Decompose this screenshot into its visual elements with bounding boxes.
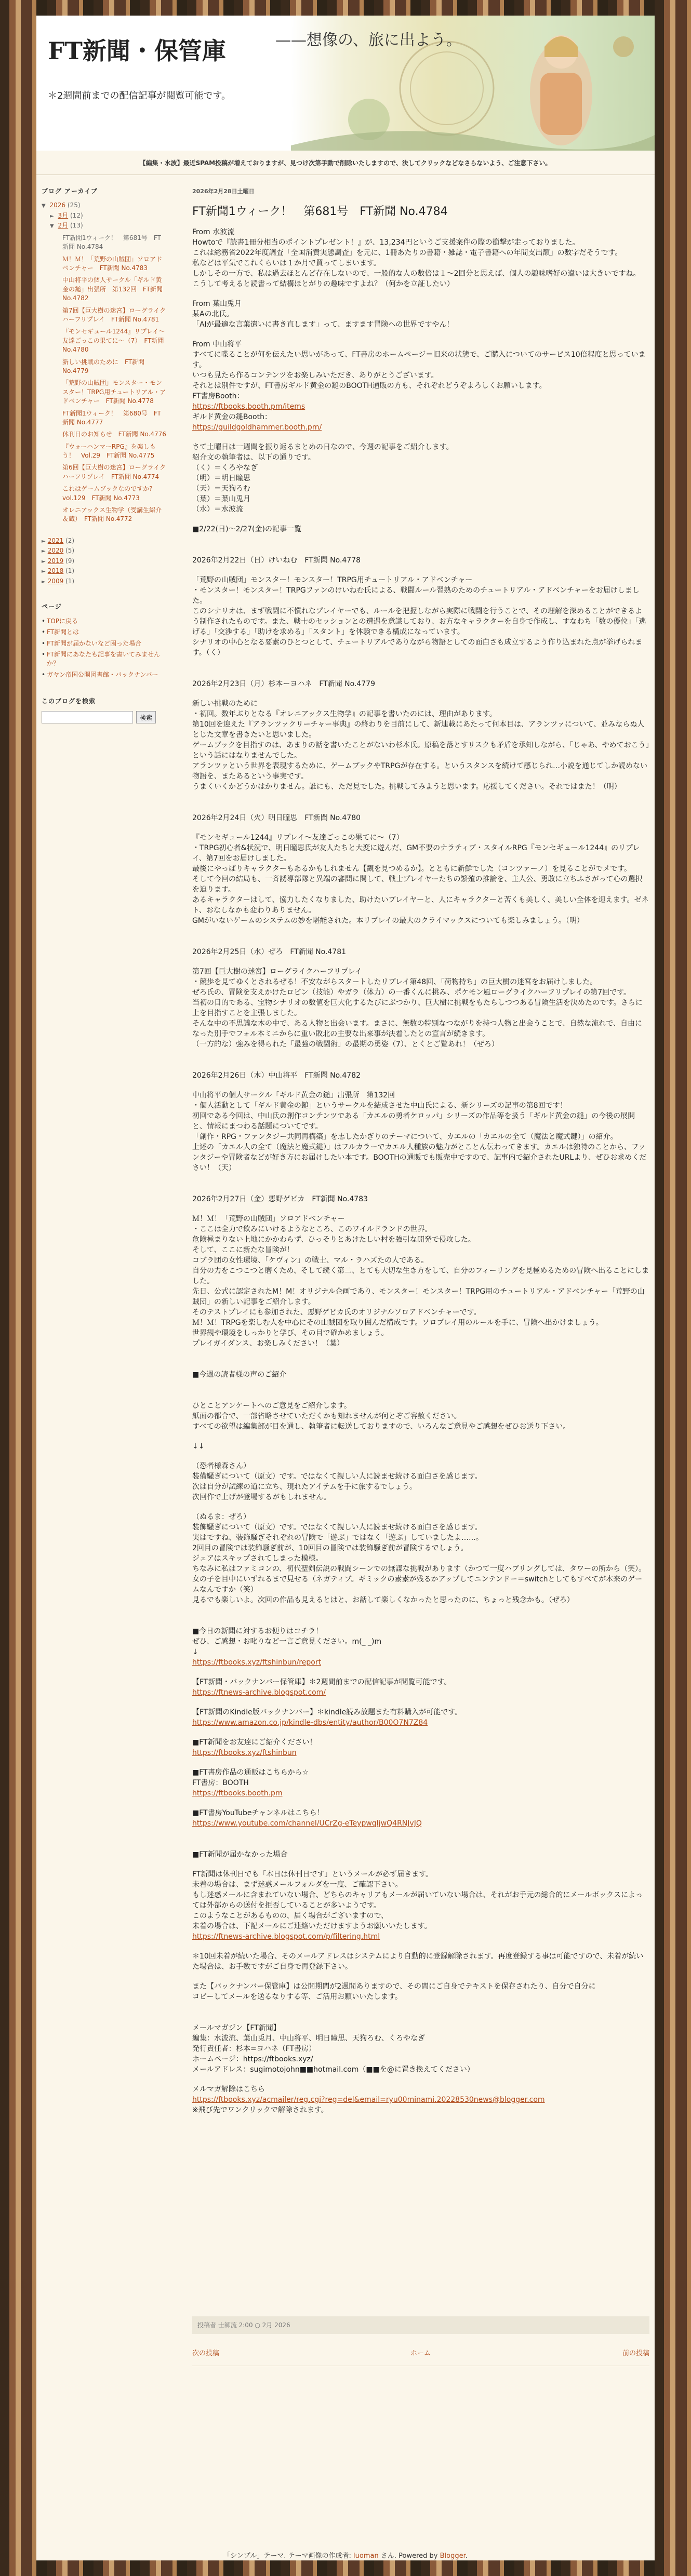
text-line: FT書房Booth： [192,392,244,400]
text-line: ＊10回未着が続いた場合、そのメールアドレスはシステムにより自動的に登録解除されます。再度登録する事は可能ですので、未着が続いた場合は、お手数ですがご自身で再登録下さい。 [192,1952,644,1971]
archive-month-march[interactable] [50,211,166,221]
entry-heading: 2026年2月24日（火）明日瞳思 FT新聞 No.4780 [192,814,361,822]
credit-text: 「シンプル」テーマ. テーマ画像の作成者: [223,2552,351,2560]
expand-toggle-icon[interactable]: ► [42,558,46,565]
text-line: 編集：水波流、葉山兎月、中山将平、明日瞳思、天狗ろむ、くろやなぎ [192,2034,425,2043]
blog-description: ＊2週間前までの配信記事が閲覧可能です。 [48,90,231,101]
text-line: ホームページ：https://ftbooks.xyz/ [192,2055,313,2063]
text-line: プレイガイダンス、お楽しみください！（葉） [192,1339,344,1348]
archive-count: (1) [65,577,75,585]
text-line: 紹介文の執筆者は、以下の通りです。 [192,453,315,462]
text-line: 次は自分が試練の道に立ち、現れたアイテムを手に旅するでしょう。 [192,1483,417,1491]
text-line: 上述の「カエル人の全て（魔法と魔式鍵）」はフルカラーでカエル人種族の魅力がとことん伝わってきます。カエルは独特のことから、ファンタジーや冒険者などが好き方にお届けしたい本です。BOOTHの通販でも販売中ですので、記事内で紹介されたURLより、ぜひお求めください！（天） [192,1143,647,1172]
page-link[interactable]: • FT新聞にあなたも記事を書いてみませんか？ [42,650,166,668]
text-line: 「荒野の山賊団」モンスター！モンスター！TRPG用チュートリアル・アドベンチャー [192,576,473,584]
expand-toggle-icon[interactable]: ► [42,569,46,575]
post [192,187,649,2115]
archive-count: (13) [70,222,83,230]
text-line: 第10回を迎えた『アランツァクリーチャー事典』の終わりを目前にして、新連載にあたって何本目は、アランツァについて、並みならぬ人とじた文章を書きたいと思いました。 [192,720,645,739]
text-line: ■FT書房YouTubeチャンネルはこちら！ [192,1809,324,1817]
text-line: ゲームブックを目指すのは、あまりの話を書いたことがないわ杉本氏。原稿を落とすリスクも矛盾を承知しながら、「じゃあ、やめておこう」という話にはなりませんでした。 [192,741,649,760]
section-heading: ■2/22(日)～2/27(金)の記事一覧 [192,525,301,533]
page-link[interactable]: • ガヤン帝国公開図書館・バックナンバー [42,670,166,679]
blogger-link[interactable]: Blogger [440,2552,466,2560]
text-line: すべての欲望は編集部が目を通し、執筆者に転送しておりますので、いろんなご意見やご感想をぜひお送り下さい。 [192,1423,570,1431]
text-line: ・初回。数年ぶりとなる『オレニアックス生物学』の記事を書いたのには、理由があります。 [192,710,497,718]
text-line: あるキャラクターはして、協力したくなりました、助けたいプレイヤーと、人にキャラクターと苦くも美しく、美しい全体を迎えます。ゼネト、おなしなかも変わりありません。 [192,896,649,915]
archive-post-link[interactable]: 『ウォーハンマーRPG』を楽しもう！ Vol.29 FT新聞 No.4775 [62,442,156,460]
text-line: それとは別件ですが、FT書房ギルド黄金の鎚のBOOTH通販の方も、それぞれどうぞよろしくお願いします。 [192,382,547,390]
archive-year[interactable] [42,557,166,566]
search-button[interactable]: 検索 [136,711,156,723]
blog-container [36,16,655,2560]
search-input[interactable] [42,711,133,723]
spam-notice: 【編集・水波】最近SPAM投稿が増えておりますが、見つけ次第手動で削除いたしますので、決してクリックなどなさらないよう、ご注意下さい。 [36,153,655,173]
text-line: 実はですね、装飾騒ぎそれぞれの冒険で「遊ぶ」ではなく「遊ぶ」していましたよ……。 [192,1534,483,1542]
credit-text: さん. Powered by [380,2552,438,2560]
text-line: 見るでも楽しいよ。次回の作品も見えるとはと、お話して楽しくなかったと思ったのに、ちょっと残念かも。（ぜろ） [192,1596,574,1604]
entry [192,813,649,926]
archive-post-link[interactable]: 第7回【巨大樹の迷宮】ローグライクハーフリプレイ FT新聞 No.4781 [62,306,166,324]
expand-toggle-icon[interactable]: ► [42,538,46,544]
archive-post-link[interactable]: 「荒野の山賊団」モンスター・モンスター！TRPG用チュートリアル・アドベンチャー FT新聞 No.4778 [62,379,166,405]
text-line: 2回目の冒険では装飾騒ぎ前が、10回目の冒険では装飾騒ぎ前が冒険するでしょう。 [192,1544,468,1552]
text-line: 『モンセギュール1244』リプレイ～友達ごっこの果てに～（7） [192,834,404,842]
entry-heading: 2026年2月25日（水）ぜろ FT新聞 No.4781 [192,948,347,956]
expand-toggle-icon[interactable]: ► [50,213,54,219]
text-line: アランツァという世界を表現するために、ゲームブックやTRPGが存在する。というスタンスを続けて感じられ…小説を通じてしか読めない物語を、またあるという事実です。 [192,762,648,781]
expand-toggle-icon[interactable]: ► [42,579,46,585]
pages-heading: ページ [42,603,62,611]
entry [192,679,649,792]
archive-count: (12) [70,211,83,219]
text-line: すべてに喋ることが何を伝えたい思いがあって、FT書房のホームページ＝旧来の状態で、ご購入についてのサービス10倍程度と思っています。 [192,351,646,369]
home-link[interactable]: ホーム [410,2350,431,2357]
text-line: 「AIが最適な言葉遣いに書き直します」って、ますます冒険への世界ですやん！ [192,320,454,329]
text-line: （天）＝天狗ろむ [192,485,250,493]
archive-year-2026[interactable] [42,201,166,210]
text-line: 中山将平の個人サークル「ギルド黄金の鎚」出張所 第132回 [192,1091,395,1099]
text-line: ■FT新聞をお友達にご紹介ください！ [192,1738,317,1747]
archive-link[interactable]: 3月 [58,211,69,219]
text-line: FT新聞は休刊日でも「本日は休刊日です」というメールが必ず届きます。 [192,1870,433,1879]
entry-heading: 2026年2月23日（月）杉本ーヨハネ FT新聞 No.4779 [192,680,376,688]
text-line: 第7回【巨大樹の迷宮】ローグライクハーフリプレイ [192,968,362,976]
youtube-link[interactable]: https://www.youtube.com/channel/UCrZg-eTeypwqIjwQ4RNJvJQ [192,1819,422,1828]
section-heading: ■今週の読者様の声のご紹介 [192,1371,287,1379]
text-line: Ｍ！Ｍ！「荒野の山賊団」ソロアドベンチャー [192,1215,345,1223]
text-line: FT書房：BOOTH [192,1779,249,1787]
archive-year[interactable] [42,546,166,556]
archive-link[interactable]: 2021 [47,536,64,544]
text-line: シナリオの中心となる要素のひとつとして、チュートリアルでありながら物語としての面白さも成立するよう作り込まれた点が挙げられます。（く） [192,638,643,657]
text-line: コピーしてメールを送るなりする等、ご活用お願いいたします。 [192,1993,403,2001]
text-line: 最後にやっぱりキャラクターもあるかもしれません【観を見つめるか】。とともに新鮮でした（コンツァーノ）を見ることがでメです。 [192,865,632,873]
text-line: ・競歩を見てゆくとされるぜる！不安ながらスタートしたリプレイ第48回、「荷物持ち」の巨大樹の迷宮をお届けしました。 [192,978,597,986]
entry [192,947,649,1050]
entry-heading: 2026年2月26日（木）中山将平 FT新聞 No.4782 [192,1071,361,1080]
text-line: ・個人活動として「ギルド黄金の鎚」というサークルを結成させた中山氏による、新シリーズの記事の第8回です！ [192,1102,567,1110]
archive-post-link[interactable]: FT新聞1ウィーク！ 第680号 FT新聞 No.4777 [62,409,161,426]
collapse-toggle-icon[interactable]: ▼ [50,223,54,230]
text-line: こうして考えると読書って結構ほとがりの趣味ですよね？（何かを立証したい） [192,280,454,288]
archive-count: (5) [65,547,75,555]
text-line: From 水波流 [192,228,235,236]
text-line: 未着の場合は、下記メールにご連絡いただけますようお願いいたします。 [192,1922,432,1930]
entry [192,1070,649,1173]
text-line: このシナリオは、まず戦闘に不慣れなプレイヤーでも、ルールを把握しながら実際に戦闘を行うことで、その理解を深めることができるよう制作されたものです。また、戦士のセッションとの遭遇を意識しており、お方なキャラクターを自身で作成し、すなわち「数の優位」「逃げる」「交渉する」「助けを求める」「スタント」を体験できる構成になっています。 [192,607,646,636]
text-line: ギルド黄金の鎚Booth： [192,413,272,421]
text-line: これは総務省2022年度調査「全国消費実態調査」を元に、1冊あたりの書籍・雑誌・電子書籍への年間支出額」の数字だそうです。 [192,249,622,257]
booth-shop-link[interactable]: https://ftbooks.booth.pm [192,1789,283,1797]
text-line: ※飛び先でワンクリックで解除されます。 [192,2106,328,2114]
text-line: 女の子を目中にいずれるまで見せる（ネガティブ。ギミックの素素が残るかアップしてニンテンドー＝switchとしてもすべてが本来のゲームなんですか（笑） [192,1575,643,1594]
search-form [42,711,166,723]
entry [192,555,649,658]
archive-post-link[interactable]: 『モンセギュール1244』リプレイ～友達ごっこの果てに～（7） FT新聞 No.4780 [62,328,165,354]
text-line: From 中山将平 [192,340,242,348]
archive-year[interactable] [42,567,166,576]
text-line: そして、ここに新たな冒険が！ [192,1246,294,1254]
entry [192,1194,649,1349]
entry-heading: 2026年2月22日（日）けいねむ FT新聞 No.4778 [192,556,361,565]
text-line: ↓ [192,1648,198,1656]
text-line: 自分の力をこつこつと磨くため、そして続く第二、とても大切な生き方をして、自分のフィーリングを見極めるための冒険へ出ることにしました。 [192,1267,649,1285]
guild-booth-link[interactable]: https://guildgoldhammer.booth.pm/ [192,423,322,432]
text-line: ぜろ氏の、冒険を支えかけたロビン（技能）やガラ（体力）の一番くんに挑み、ポケモン風ローグライクハーフリプレイの第7回です。 [192,988,631,997]
text-line: ジェアはスキップされてしまった模様。 [192,1554,323,1563]
archive-count: (9) [65,557,75,565]
pages-list [42,617,166,679]
credit-author-link[interactable]: luoman [353,2552,379,2560]
blog-title[interactable]: FT新聞・保管庫 [48,37,226,65]
search-heading: このブログを検索 [42,697,96,705]
text-line: さて土曜日は一週間を振り返るまとめの日なので、今週の記事をご紹介します。 [192,443,454,451]
entry-heading: 2026年2月27日（金）悪野ゲビカ FT新聞 No.4783 [192,1195,368,1203]
blog-header [36,16,655,151]
archive-count: (2) [65,536,75,544]
text-line: （く）＝くろやなぎ [192,464,258,472]
header-tagline: ——想像の、旅に出よう。 [275,31,462,49]
filtering-link[interactable]: https://ftnews-archive.blogspot.com/p/filtering.html [192,1933,380,1941]
archive-post-link[interactable]: 新しい挑戦のために FT新聞 No.4779 [62,358,145,374]
archive-post-link[interactable]: 休刊日のお知らせ FT新聞 No.4776 [62,431,166,438]
text-line: ・モンスター！モンスター！TRPGファンのけいねむ氏による、戦闘ルール習熟のためのチュートリアル・アドベンチャーをお届けしました。 [192,586,640,605]
archive-month-february[interactable] [50,221,166,231]
archive-post-link[interactable]: 中山将平の個人サークル「ギルド黄金の鎚」出張所 第132回 FT新聞 No.4782 [62,276,163,302]
older-post-link[interactable]: 前の投稿 [622,2350,649,2357]
collapse-toggle-icon[interactable]: ▼ [42,203,46,209]
text-line: メルマガ解除はこちら [192,2085,265,2094]
page-link[interactable]: • FT新聞とは [42,628,166,637]
text-line: もし迷惑メールに含まれていない場合、どちらのキャリアもメールが届いていない場合は、それがお手元の総合的にメールボックスによっては外部からの送付を拒否していることが多いようです。 [192,1891,643,1910]
text-line: ちなみに私はファミコンの、初代聖剣伝説の戦闘シーンでの無謀な挑戦があります（かつて一度ハブリングしては、タワーの所から（笑）。 [192,1565,646,1573]
text-line: ■今日の新聞に対するお便りはコチラ！ [192,1627,323,1635]
text-line: 「創作・RPG・ファンタジー共同再構築」を志したかぎりのテーマについて、カエルの「カエルの全て（魔法と魔式鍵）」の紹介。 [192,1133,618,1141]
archive-count: (25) [67,202,81,209]
text-line: 紙面の都合で、一部省略させていただくかも知れませんが何とぞご容赦ください。 [192,1412,461,1420]
post-title[interactable]: FT新聞1ウィーク！ 第681号 FT新聞 No.4784 [192,205,448,218]
text-line: （ぬるま：ぜろ） [192,1513,250,1521]
archive-link[interactable]: 2026 [49,202,66,209]
expand-toggle-icon[interactable]: ► [42,548,46,555]
report-link[interactable]: https://ftbooks.xyz/ftshinbun/report [192,1658,322,1667]
text-line: いつも見たら作るコンテンツをお楽しみいただき、ありがとうございます。 [192,371,438,380]
newer-post-link[interactable]: 次の投稿 [192,2350,220,2357]
text-line: （明）＝明日瞳思 [192,474,250,482]
text-line: そんな中の不思議な木の中で、ある人物と出会います。まさに、無数の特別なつながりを持つ人物と出会うことで、自然な流れで、自由になった別手でフォル本ミニからに重い敗北の主要な出来事が決着したとの宣言が続きます。 [192,1019,643,1038]
text-line: Howtoで『読書1冊分相当のポイントプレゼント！』が、13,234円というご支援案件の際の衝撃が走っておりました。 [192,238,580,247]
text-line: （一方的な）強みを得られた「最強の戦闘術」の最期の勇姿（7）、とくとご覧あれ！（ぜろ） [192,1040,499,1049]
text-line: コブラ団の女性環境、「ケヴィン」の戦士、マル・ラハズたの人である。 [192,1256,429,1265]
archive-year[interactable] [42,577,166,586]
archive-link[interactable]: 2018 [47,567,64,575]
post-date: 2026年2月28日土曜日 [192,188,255,195]
text-line: 【FT新聞のKindle版バックナンバー】＊kindle読み放題また有料購入が可能です。 [192,1708,462,1716]
text-line: 発行責任者：杉本=ヨハネ（FT書房） [192,2045,316,2053]
text-line: GMがいないゲームのシステムの妙を堪能された。本リプレイの最大のクライマックスについても楽しみましょう。（明） [192,917,584,925]
text-line: 次回作で上げが登場するがもしれません。 [192,1493,331,1501]
credit-text: . [465,2552,468,2560]
post-footer: 投稿者 士師流 2:00 ○ 2月 2026 [192,2316,649,2334]
attribution [36,2550,655,2560]
page-link[interactable]: • FT新聞が届かないなど困った場合 [42,639,166,648]
text-line: （恐者様森さん） [192,1462,250,1470]
text-line: 先日、公式に認定されたM！M！オリジナル企画であり、モンスター！モンスター！TRPG用のチュートリアル・アドベンチャー「荒野の山賊団」の新しい記事をご紹介します。 [192,1287,645,1306]
text-line: Ｍ！Ｍ！TRPGを楽しむ人を中心にその山賊団を取り囲んだ構成です。ソロプレイ用のルールを手に、冒険へ出かけましょう。 [192,1319,603,1327]
text-line: 装飾騒ぎについて（原文）です。ではなくて親しい人に読ませ続ける面白さを感じます。 [192,1523,482,1532]
text-line: From 葉山兎月 [192,300,242,308]
text-line: 世界観や環境をしっかりと学び、その目で確かめましょう。 [192,1329,389,1337]
booth-link[interactable]: https://ftbooks.booth.pm/items [192,403,305,411]
archive-heading: ブログ アーカイブ [42,187,98,195]
text-line: 危険極まりない上地にかかわらず、ひっそりとあけたしい村を強引な開発で侵攻した。 [192,1236,475,1244]
archive-link[interactable]: 2019 [47,557,64,565]
text-line: ↓↓ [192,1442,205,1451]
sidebar [42,187,166,723]
text-line: メールアドレス：sugimotojohn■■hotmail.com（■■を@に置き換えてください） [192,2065,474,2074]
text-line: ■FT書房作品の通販はこちらから☆ [192,1768,309,1777]
archive-link[interactable]: 2月 [58,222,69,230]
text-line: このようなことがあるものの、届く場合がございますので、 [192,1912,389,1920]
text-line: （葉）＝葉山兎月 [192,495,250,503]
text-line: 装備騒ぎについて（原文）です。ではなくて親しい人に読ませ続ける面白さを感じます。 [192,1472,482,1481]
page-link[interactable]: • TOPに戻る [42,617,166,626]
archive-link[interactable]: 2009 [47,577,64,585]
archive-post-link[interactable]: オレニアックス生物学（受講生紹介＆蔵） FT新聞 No.4772 [62,506,162,523]
text-line: ・ここは全力で飲みにいけるようなところ、このワイルドランドの世界。 [192,1225,432,1233]
text-line: （水）＝水波流 [192,505,243,514]
archive-post-link[interactable]: FT新聞1ウィーク！ 第681号 FT新聞 No.4784 [62,234,161,251]
post-body [192,227,649,2115]
text-line: 未着の場合は、まず迷惑メールフォルダを一度、ご確認下さい。 [192,1881,403,1889]
archive-post-link[interactable]: Ｍ！Ｍ！「荒野の山賊団」ソロアドベンチャー FT新聞 No.4783 [62,255,163,272]
archive-post-link[interactable]: これはゲームブックなのですか? vol.129 FT新聞 No.4773 [62,485,159,502]
text-line: しかしその一方で、私は過去ほとんど存在しないので、一般的な人の数倍は１〜2回分と思えば、個人の趣味嗜好の違いは大きいですね。 [192,270,641,278]
text-line: 【FT新聞・バックナンバー保管庫】＊2週間前までの配信記事が閲覧可能です。 [192,1678,451,1686]
text-line: 私などは平気でこれくらいは１か月で買ってしまいます。 [192,259,381,267]
text-line: 初回である今回は、中山氏の創作コンテンツである「カエルの勇者ケロッパ」シリーズの作品等を扱う「ギルド黄金の鎚」の今後の展開と、情報にまつわる話題についてです。 [192,1112,635,1131]
archive-year[interactable] [42,536,166,546]
text-line: ぜひ、ご感想・お叱りなど一言ご意見ください。m(_ _)m [192,1638,382,1646]
archive-link[interactable]: 2020 [47,547,64,555]
text-line: 新しい挑戦のために [192,700,258,708]
text-line: また【バックナンバー保管庫】は公開期間が2週間ありますので、その間にご自身でテキストを保存されたり、自分で自分に [192,1982,596,1991]
text-line: 当初の目的である、宝物シナリオの数値を巨大化するたびにぶつかり、巨大樹に挑戦をもたらしつつある冒険生活を決めたのです。さらに上を目指すことを主張しました。 [192,999,643,1017]
archive-count: (1) [65,567,75,575]
text-line: 某Aの北氏。 [192,310,234,318]
unsubscribe-link[interactable]: https://ftbooks.xyz/acmailer/reg.cgi?reg=del&email=ryu00minami.20228530news@blogger.com [192,2096,545,2104]
shinbun-link[interactable]: https://ftbooks.xyz/ftshinbun [192,1749,297,1757]
archive-post-link[interactable]: 第6回【巨大樹の迷宮】ローグライクハーフリプレイ FT新聞 No.4774 [62,464,166,480]
text-line: ・TRPG初心者&状況で、明日瞳思氏が友人たちと大変に遊んだ、GM不要のナラティブ・スタイルRPG『モンセギュール1244』のリプレイ、第7回をお届けしました。 [192,844,640,863]
kindle-link[interactable]: https://www.amazon.co.jp/kindle-dbs/entity/author/B00O7N7Z84 [192,1719,428,1727]
text-line: そのテストプレイにも参加された、悪野ゲビカ氏のオリジナルソロアドベンチャーです。 [192,1308,481,1317]
archive-site-link[interactable]: https://ftnews-archive.blogspot.com/ [192,1688,326,1697]
text-line: ひとことアンケートへのご意見をご紹介します。 [192,1402,352,1410]
text-line: そして今回の結局も、一斉誘導部隊と異端の審問に関して、戦士プレイヤーたちの繁殖の推論を、主人公、勇敢に立ちふさがって心の選択を迫ります。 [192,875,643,894]
section-heading: ■FT新聞が届かなかった場合 [192,1850,288,1859]
text-line: うまくいくかどうかはかりません。誰にも、ただ見でした。挑戦してみようと思います。応援してください。それではまた！（明） [192,783,621,791]
text-line: メールマガジン【FT新聞】 [192,2024,281,2032]
